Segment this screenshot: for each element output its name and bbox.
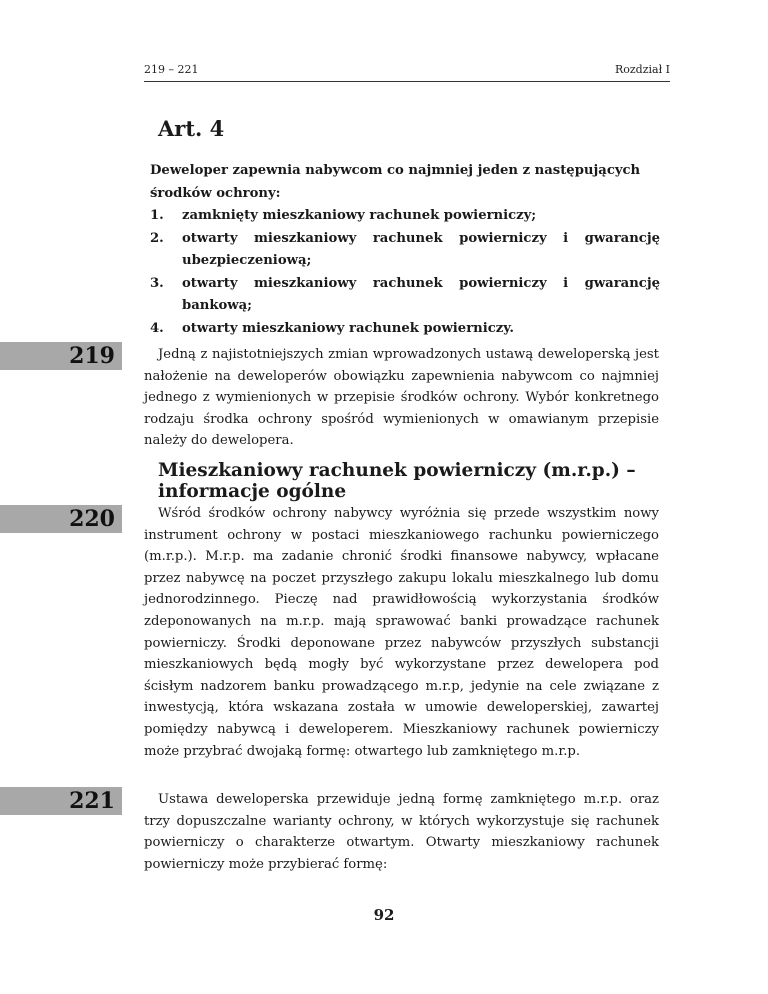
item-text: zamknięty mieszkaniowy rachunek powierniczy;: [182, 208, 537, 223]
item-text: otwarty mieszkaniowy rachunek powierniczy.: [182, 320, 515, 336]
item-number: 4.: [150, 320, 164, 336]
paragraph-219: Jedną z najistotniejszych zmian wprowadzonych ustawą deweloperską jest nałożenie na deweloperów obowiązku zapewnienia nabywcom co najmniej jednego z wymienionych w przepisie środków ochrony. Wybór konkretnego rodzaju środka ochrony spośród wymienionych w omawianym przepisie należy do dewelopera.: [144, 347, 659, 449]
header-chapter: Rozdział I: [614, 63, 670, 76]
item-text: otwarty mieszkaniowy rachunek powierniczy i gwarancję bankową;: [182, 275, 660, 313]
article-items-list: [150, 205, 660, 340]
section-title: Mieszkaniowy rachunek powierniczy (m.r.p.) – informacje ogólne: [158, 460, 636, 502]
article-title: Art. 4: [158, 116, 225, 141]
item-number: 1.: [150, 208, 164, 223]
article-item: [150, 273, 660, 318]
margin-number-220: [0, 505, 122, 533]
margin-number-label: 220: [69, 506, 115, 532]
paragraph-221: Ustawa deweloperska przewiduje jedną formę zamkniętego m.r.p. oraz trzy dopuszczalne warianty ochrony, w których wykorzystuje się rachunek powierniczy o charakterze otwartym. Otwarty mieszkaniowy rachunek powierniczy może przybierać formę:: [144, 792, 659, 872]
margin-number-label: 219: [69, 343, 115, 369]
item-number: 3.: [150, 275, 164, 291]
page-number: 92: [373, 906, 395, 924]
item-number: 2.: [150, 230, 164, 246]
margin-number-221: [0, 787, 122, 815]
header-range: 219 – 221: [144, 63, 199, 76]
article-item: [150, 318, 660, 341]
item-text: otwarty mieszkaniowy rachunek powierniczy i gwarancję ubezpieczeniową;: [182, 230, 660, 268]
margin-number-label: 221: [69, 788, 115, 814]
article-intro: Deweloper zapewnia nabywcom co najmniej jeden z następujących środków ochrony:: [150, 163, 641, 201]
article-item: [150, 205, 660, 228]
article-body: [150, 160, 660, 340]
margin-number-219: [0, 342, 122, 370]
running-header: [144, 63, 670, 82]
article-item: [150, 228, 660, 273]
paragraph-220: Wśród środków ochrony nabywcy wyróżnia się przede wszystkim nowy instrument ochrony w postaci mieszkaniowego rachunku powierniczego (m.r.p.). M.r.p. ma zadanie chronić środki finansowe nabywcy, wpłacane przez nabywcę na poczet przyszłego zakupu lokalu mieszkalnego lub domu jednorodzinnego. Pieczę nad prawidłowością wykorzystania środków zdeponowanych na m.r.p. mają sprawować banki prowadzące rachunek powierniczy. Środki deponowane przez nabywców przyszłych substancji mieszkaniowych będą mogły być wykorzystane przez dewelopera pod ścisłym nadzorem banku prowadzącego m.r.p, jedynie na cele związane z inwestycją, która wskazana została w umowie deweloperskiej, zawartej pomiędzy nabywcą i deweloperem. Mieszkaniowy rachunek powierniczy może przybrać dwojaką formę: otwartego lub zamkniętego m.r.p.: [144, 506, 659, 759]
